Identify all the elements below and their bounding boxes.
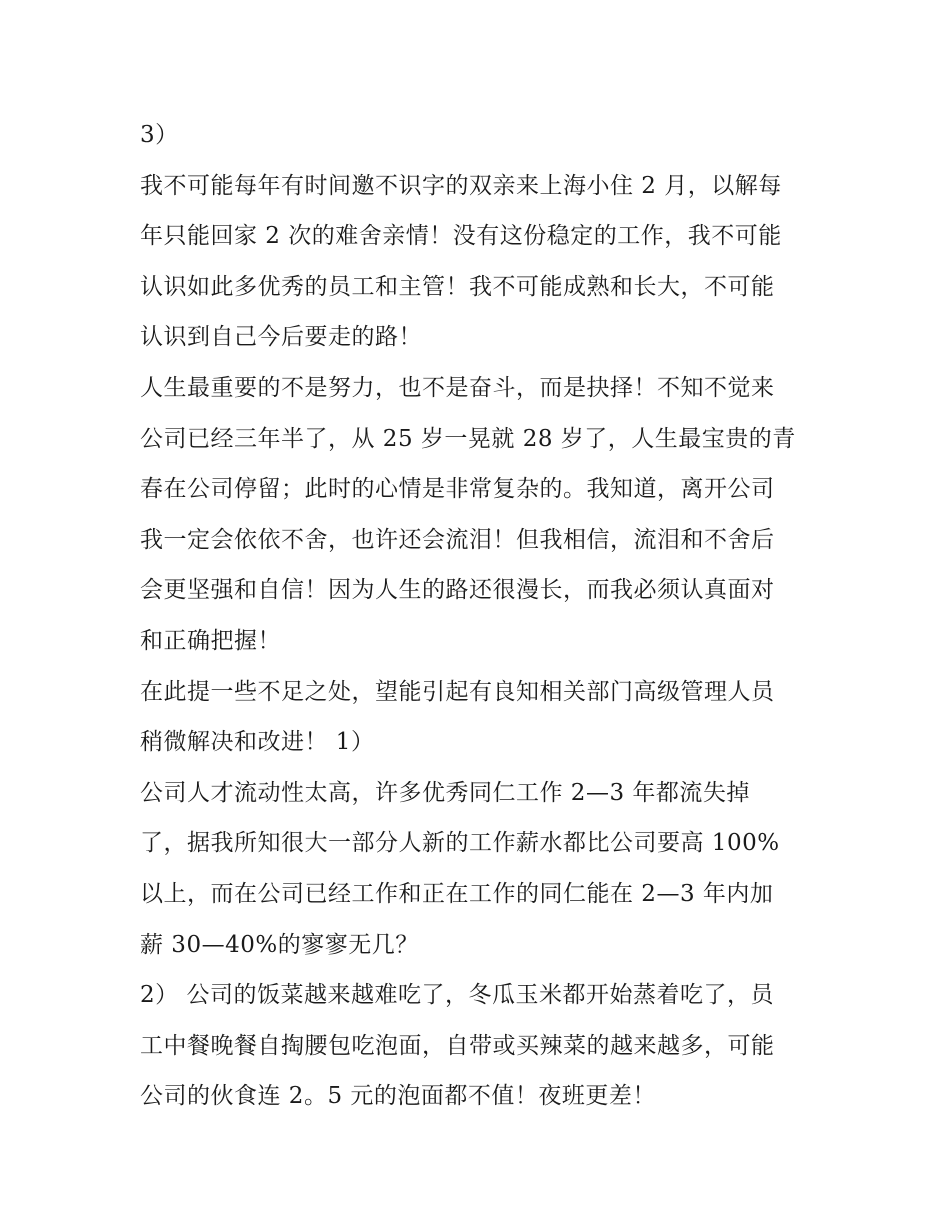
- text-line: 以上，而在公司已经工作和正在工作的同仁能在 2—3 年内加: [140, 880, 774, 907]
- text-line: 认识到自己今后要走的路！: [140, 324, 422, 351]
- text-line: 会更坚强和自信！因为人生的路还很漫长，而我必须认真面对: [140, 577, 775, 604]
- text-line: 了，据我所知很大一部分人新的工作薪水都比公司要高 100%: [140, 830, 780, 857]
- body-text: [140, 110, 830, 1122]
- text-line: 在此提一些不足之处，望能引起有良知相关部门高级管理人员: [140, 678, 775, 705]
- text-line: 稍微解决和改进！ 1）: [140, 729, 375, 756]
- text-line: 我不可能每年有时间邀不识字的双亲来上海小住 2 月，以解每: [140, 172, 782, 199]
- text-line: 公司已经三年半了，从 25 岁一晃就 28 岁了，人生最宝贵的青: [140, 425, 796, 452]
- text-line: 年只能回家 2 次的难舍亲情！没有这份稳定的工作，我不可能: [140, 223, 782, 250]
- text-line: 我一定会依依不舍，也许还会流泪！但我相信，流泪和不舍后: [140, 526, 775, 553]
- text-line: 3）: [140, 122, 179, 148]
- text-line: 薪 30—40%的寥寥无几？: [140, 931, 419, 958]
- text-line: 公司的伙食连 2。5 元的泡面都不值！夜班更差！: [140, 1083, 656, 1110]
- text-line: 和正确把握！: [140, 627, 281, 654]
- text-line: 人生最重要的不是努力，也不是奋斗，而是抉择！不知不觉来: [140, 374, 775, 401]
- text-line: 认识如此多优秀的员工和主管！我不可能成熟和长大，不可能: [140, 273, 775, 300]
- text-line: 工中餐晚餐自掏腰包吃泡面，自带或买辣菜的越来越多，可能: [140, 1032, 775, 1059]
- text-line: 公司人才流动性太高，许多优秀同仁工作 2—3 年都流失掉: [140, 779, 750, 806]
- text-line: 2） 公司的饭菜越来越难吃了，冬瓜玉米都开始蒸着吃了，员: [140, 982, 774, 1009]
- text-line: 春在公司停留；此时的心情是非常复杂的。我知道，离开公司: [140, 476, 775, 503]
